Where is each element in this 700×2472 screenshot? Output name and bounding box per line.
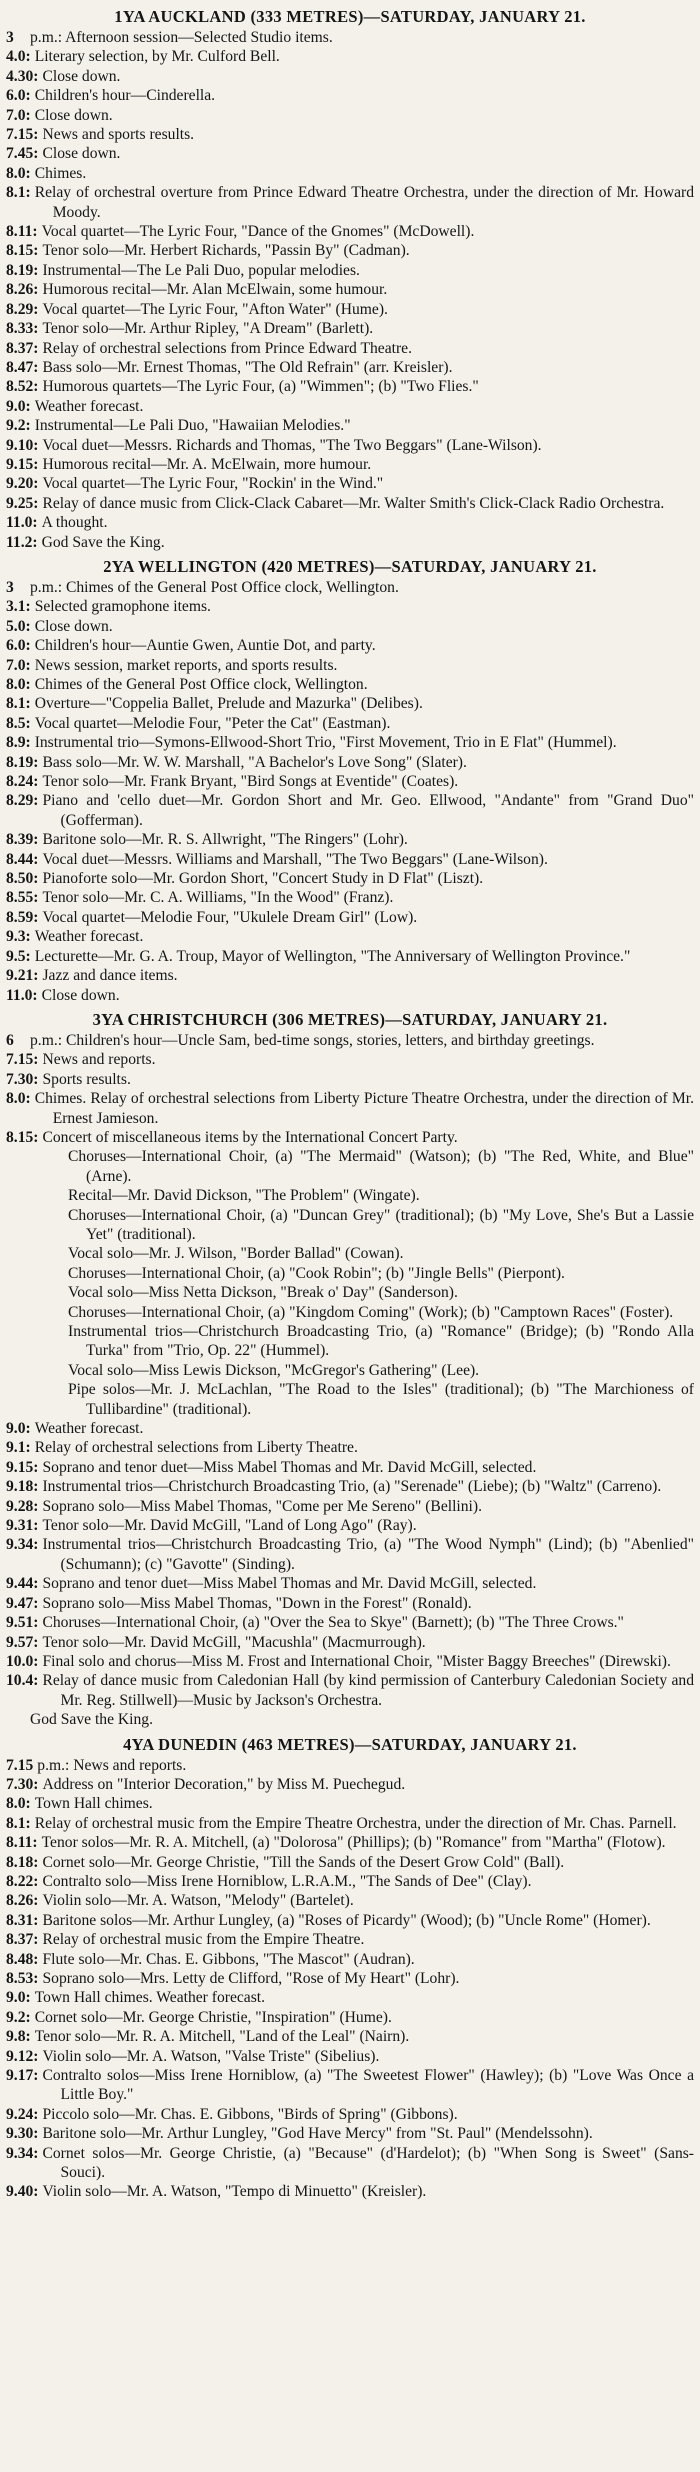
entry-time: 8.29:: [6, 792, 39, 810]
entry-description: Chimes of the General Post Office clock, Wellington.: [34, 676, 368, 693]
entry-time: 8.0:: [6, 164, 31, 182]
entry-time: 8.52:: [6, 378, 39, 396]
program-entry: [6, 183, 694, 222]
entry-description: Instrumental trios—Christchurch Broadcasting Trio, (a) "Romance" (Bridge); (b) "Rondo Alla Turka" from "Trio, Op. 22" (Hummel).: [68, 1323, 694, 1360]
entry-description: Bass solo—Mr. Ernest Thomas, "The Old Refrain" (arr. Kreisler).: [42, 358, 453, 376]
entry-time: 8.19:: [6, 261, 39, 279]
entry-description: Baritone solo—Mr. R. S. Allwright, "The Ringers" (Lohr).: [42, 831, 408, 849]
program-entry: [6, 1458, 694, 1477]
entry-time: 8.31:: [6, 1911, 39, 1929]
entry-time: 6: [6, 1031, 14, 1049]
entry-description: News and sports results.: [42, 126, 195, 144]
entry-description: Recital—Mr. David Dickson, "The Problem" (Wingate).: [68, 1187, 420, 1205]
entry-description: Instrumental—The Le Pali Duo, popular melodies.: [42, 261, 360, 279]
entry-time: 9.2:: [6, 2008, 31, 2026]
program-entry: [6, 1535, 694, 1574]
entry-description: Address on "Interior Decoration," by Miss M. Puechegud.: [42, 1775, 406, 1793]
program-entry: [6, 106, 694, 125]
program-entry: [6, 1574, 694, 1593]
entry-time: 8.55:: [6, 889, 39, 907]
entry-description: News and reports.: [42, 1051, 156, 1069]
station-section: [6, 556, 694, 1005]
entry-time: 7.30:: [6, 1775, 39, 1793]
entry-time: 7.30:: [6, 1070, 39, 1088]
program-entry: [6, 2047, 694, 2066]
entry-time: 8.9:: [6, 734, 31, 752]
entry-description: Selected gramophone items.: [34, 598, 211, 616]
program-entry: [6, 636, 694, 655]
program-entry: [6, 675, 694, 694]
entry-time: 8.50:: [6, 870, 39, 888]
program-entry: [6, 513, 694, 532]
program-entry: [6, 164, 694, 183]
entry-description: Piano and 'cello duet—Mr. Gordon Short and Mr. Geo. Ellwood, "Andante" from "Grand Duo" (Gofferman).: [42, 792, 694, 829]
program-entry: [6, 714, 694, 733]
entry-time: 9.34:: [6, 2144, 39, 2162]
entry-description: Vocal duet—Messrs. Richards and Thomas, "The Two Beggars" (Lane-Wilson).: [42, 436, 542, 454]
program-entry: [6, 1361, 694, 1380]
program-entry: [6, 397, 694, 416]
program-entry: [6, 986, 694, 1005]
entry-time: 8.47:: [6, 358, 39, 376]
program-entry: [6, 319, 694, 338]
entry-description: Tenor solo—Mr. David McGill, "Land of Long Ago" (Ray).: [42, 1517, 417, 1535]
entry-time: 8.48:: [6, 1950, 39, 1968]
program-entry: [6, 1833, 694, 1852]
entry-description: Piccolo solo—Mr. Chas. E. Gibbons, "Birds of Spring" (Gibbons).: [42, 2105, 458, 2123]
entry-time: 8.18:: [6, 1853, 39, 1871]
entry-description: Instrumental trios—Christchurch Broadcasting Trio, (a) "The Wood Nymph" (Lind); (b) "Abenlied" (Schumann); (c) "Gavotte" (Sinding).: [42, 1536, 694, 1573]
entry-time: 3.1:: [6, 598, 31, 616]
program-entry: [6, 1710, 694, 1729]
station-section: [6, 1734, 694, 2202]
program-entry: [6, 86, 694, 105]
entry-description: Close down.: [42, 67, 121, 85]
program-entry: [6, 300, 694, 319]
entry-time: 10.4:: [6, 1672, 39, 1690]
entry-time: 9.20:: [6, 475, 39, 493]
entry-time: 9.17:: [6, 2067, 39, 2085]
program-entry: [6, 2105, 694, 2124]
entry-time: 4.0:: [6, 48, 31, 66]
entry-time: 9.10:: [6, 436, 39, 454]
entry-time: 11.0:: [6, 986, 38, 1004]
entry-description: Relay of orchestral overture from Prince Edward Theatre Orchestra, under the direction of Mr. Howard Moody.: [34, 184, 694, 221]
entry-time: 8.44:: [6, 850, 39, 868]
entry-description: Cornet solo—Mr. George Christie, "Inspiration" (Hume).: [34, 2008, 392, 2026]
entry-description: Cornet solos—Mr. George Christie, (a) "Because" (d'Hardelot); (b) "When Song is Sweet" (Sans-Souci).: [42, 2144, 694, 2182]
entry-description: Choruses—International Choir, (a) "The Mermaid" (Watson); (b) "The Red, White, and Blue" (Arne).: [68, 1148, 694, 1185]
entry-description: Close down.: [34, 617, 113, 635]
entry-description: Baritone solos—Mr. Arthur Lungley, (a) "Roses of Picardy" (Wood); (b) "Uncle Rome" (Homer).: [42, 1911, 651, 1929]
entry-description: Town Hall chimes. Weather forecast.: [34, 1989, 266, 2007]
entry-description: Soprano and tenor duet—Miss Mabel Thomas and Mr. David McGill, selected.: [42, 1575, 537, 1593]
program-entry: [6, 416, 694, 435]
entry-time: 9.3:: [6, 928, 31, 946]
entry-time: 11.0:: [6, 514, 38, 532]
entry-description: Humorous recital—Mr. A. McElwain, more humour.: [42, 455, 372, 473]
entry-time: 8.26:: [6, 281, 39, 299]
program-entry: [6, 241, 694, 260]
entry-description: Relay of dance music from Caledonian Hall (by kind permission of Canterbury Caledonian Society and Mr. Reg. Stillwell)—Music by Jackson's Orchestra.: [42, 1672, 694, 1709]
entry-description: Jazz and dance items.: [42, 967, 178, 985]
entry-description: Choruses—International Choir, (a) "Kingdom Coming" (Work); (b) "Camptown Races" (Foster).: [68, 1303, 674, 1321]
entry-time: 9.51:: [6, 1614, 39, 1632]
entry-description: Final solo and chorus—Miss M. Frost and International Choir, "Mister Baggy Breeches" (Direwski).: [42, 1652, 671, 1670]
program-entry: [6, 2008, 694, 2027]
entry-description: Soprano solo—Mrs. Letty de Clifford, "Rose of My Heart" (Lohr).: [42, 1970, 460, 1987]
program-entry: [6, 1264, 694, 1283]
station-section: [6, 6, 694, 552]
entry-description: Tenor solo—Mr. C. A. Williams, "In the Wood" (Franz).: [42, 889, 394, 907]
entry-description: Relay of orchestral music from the Empire Theatre Orchestra, under the direction of Mr. Chas. Parnell.: [34, 1814, 677, 1832]
entry-description: Lecturette—Mr. G. A. Troup, Mayor of Wellington, "The Anniversary of Wellington Province.": [34, 947, 631, 965]
program-entry: [6, 1070, 694, 1089]
entry-description: Chimes.: [34, 164, 87, 182]
program-listings: [6, 6, 694, 2202]
entry-time: 9.40:: [6, 2183, 39, 2201]
entry-description: p.m.: Chimes of the General Post Office clock, Wellington.: [30, 578, 399, 596]
program-entry: [6, 850, 694, 869]
entry-time: 8.0:: [6, 1795, 31, 1813]
program-entry: [6, 1911, 694, 1930]
station-header: 2YA WELLINGTON (420 METRES)—SATURDAY, JANUARY 21.: [103, 556, 597, 576]
entry-time: 9.15:: [6, 1458, 39, 1476]
program-entry: [6, 1186, 694, 1205]
program-entry: [6, 1613, 694, 1632]
entry-description: Vocal quartet—The Lyric Four, "Afton Water" (Hume).: [42, 300, 388, 318]
entry-description: News session, market reports, and sports results.: [34, 656, 338, 674]
program-entry: [6, 144, 694, 163]
program-entry: [6, 261, 694, 280]
entry-time: 8.1:: [6, 695, 31, 713]
entry-description: A thought.: [41, 514, 108, 532]
entry-time: 7.0:: [6, 656, 31, 674]
entry-time: 9.25:: [6, 494, 39, 512]
entry-description: p.m.: Children's hour—Uncle Sam, bed-time songs, stories, letters, and birthday greetings.: [30, 1031, 595, 1049]
entry-description: Close down.: [41, 986, 120, 1004]
entry-description: Vocal quartet—The Lyric Four, "Dance of the Gnomes" (McDowell).: [41, 223, 475, 241]
entry-description: Relay of orchestral music from the Empire Theatre.: [42, 1931, 365, 1949]
program-entry: [6, 1477, 694, 1496]
entry-description: Tenor solo—Mr. Frank Bryant, "Bird Songs at Eventide" (Coates).: [42, 773, 459, 791]
entry-time: 9.44:: [6, 1575, 39, 1593]
program-entry: [6, 2144, 694, 2183]
entry-time: 9.2:: [6, 417, 31, 435]
program-entry: [6, 908, 694, 927]
entry-time: 9.1:: [6, 1439, 31, 1457]
entry-description: Contralto solos—Miss Irene Horniblow, (a) "The Sweetest Flower" (Hawley); (b) "Love Was Once a Little Boy.": [42, 2067, 694, 2104]
entry-description: God Save the King.: [30, 1711, 153, 1729]
entry-time: 8.33:: [6, 320, 39, 338]
entry-time: 9.47:: [6, 1594, 39, 1612]
entry-description: Concert of miscellaneous items by the International Concert Party.: [42, 1128, 458, 1146]
entry-description: Flute solo—Mr. Chas. E. Gibbons, "The Mascot" (Audran).: [42, 1950, 415, 1968]
program-entry: [6, 656, 694, 675]
entry-time: 7.45:: [6, 145, 39, 163]
program-entry: [6, 772, 694, 791]
entry-time: 9.34:: [6, 1536, 39, 1554]
entry-time: 10.0:: [6, 1652, 39, 1670]
program-entry: [6, 966, 694, 985]
entry-time: 3: [6, 29, 14, 46]
entry-description: Pipe solos—Mr. J. McLachlan, "The Road to the Isles" (traditional); (b) "The Marchioness of Tullibardine" (traditional).: [68, 1381, 694, 1418]
program-entry: [6, 1794, 694, 1813]
program-entry: [6, 1988, 694, 2007]
entry-description: Vocal duet—Messrs. Williams and Marshall, "The Two Beggars" (Lane-Wilson).: [42, 850, 548, 868]
entry-description: Vocal quartet—Melodie Four, "Peter the Cat" (Eastman).: [34, 714, 391, 732]
program-entry: [6, 1872, 694, 1891]
entry-time: 7.15:: [6, 126, 39, 144]
entry-description: Choruses—International Choir, (a) "Over the Sea to Skye" (Barnett); (b) "The Three Crows.": [42, 1614, 624, 1632]
entry-time: 8.29:: [6, 300, 39, 318]
entry-description: Soprano and tenor duet—Miss Mabel Thomas and Mr. David McGill, selected.: [42, 1458, 537, 1476]
entry-description: Choruses—International Choir, (a) "Cook Robin"; (b) "Jingle Bells" (Pierpont).: [68, 1264, 565, 1282]
entry-time: 8.15:: [6, 242, 39, 260]
program-entry: [6, 578, 694, 597]
program-entry: [6, 1930, 694, 1949]
program-entry: [6, 2182, 694, 2201]
program-entry: [6, 1147, 694, 1186]
entry-time: 9.21:: [6, 967, 39, 985]
program-entry: [6, 753, 694, 772]
program-entry: [6, 1380, 694, 1419]
entry-time: 9.5:: [6, 947, 31, 965]
entry-time: 8.0:: [6, 1090, 31, 1108]
entry-time: 9.12:: [6, 2047, 39, 2065]
entry-description: Sports results.: [42, 1070, 131, 1088]
program-entry: [6, 339, 694, 358]
entry-description: Close down.: [42, 145, 121, 163]
program-entry: [6, 1419, 694, 1438]
program-entry: [6, 1128, 694, 1147]
entry-time: 9.30:: [6, 2125, 39, 2143]
entry-description: Chimes. Relay of orchestral selections from Liberty Picture Theatre Orchestra, under the direction of Mr. Ernest Jamieson.: [34, 1090, 694, 1127]
program-entry: [6, 494, 694, 513]
program-entry: [6, 1303, 694, 1322]
entry-time: 6.0:: [6, 87, 31, 105]
program-entry: [6, 1089, 694, 1128]
entry-time: 9.8:: [6, 2028, 31, 2046]
entry-time: 7.15: [6, 1756, 34, 1774]
entry-time: 9.0:: [6, 397, 31, 415]
entry-time: 5.0:: [6, 617, 31, 635]
entry-description: Contralto solo—Miss Irene Horniblow, L.R.A.M., "The Sands of Dee" (Clay).: [42, 1872, 532, 1890]
entry-description: Bass solo—Mr. W. W. Marshall, "A Bachelor's Love Song" (Slater).: [42, 753, 467, 771]
program-entry: [6, 1652, 694, 1671]
program-entry: [6, 1633, 694, 1652]
entry-description: Close down.: [34, 106, 113, 124]
program-entry: [6, 888, 694, 907]
program-entry: [6, 1031, 694, 1050]
entry-description: Humorous quartets—The Lyric Four, (a) "Wimmen"; (b) "Two Flies.": [42, 378, 479, 396]
entry-description: Vocal quartet—Melodie Four, "Ukulele Dream Girl" (Low).: [42, 908, 418, 926]
entry-description: Relay of dance music from Click-Clack Cabaret—Mr. Walter Smith's Click-Clack Radio Orchestra.: [42, 494, 665, 512]
entry-time: 8.0:: [6, 676, 31, 693]
entry-description: Violin solo—Mr. A. Watson, "Valse Triste" (Sibelius).: [42, 2047, 380, 2065]
entry-description: Weather forecast.: [34, 928, 144, 946]
station-header: 3YA CHRISTCHURCH (306 METRES)—SATURDAY, JANUARY 21.: [92, 1009, 608, 1029]
entry-description: Soprano solo—Miss Mabel Thomas, "Come per Me Sereno" (Bellini).: [42, 1497, 482, 1515]
entry-time: 8.1:: [6, 1814, 31, 1832]
entry-description: God Save the King.: [41, 533, 165, 551]
program-entry: [6, 280, 694, 299]
entry-time: 8.11:: [6, 223, 38, 241]
entry-description: Vocal solo—Miss Netta Dickson, "Break o' Day" (Sanderson).: [68, 1284, 458, 1302]
program-entry: [6, 1950, 694, 1969]
entry-time: 9.0:: [6, 1989, 31, 2007]
entry-time: 8.19:: [6, 753, 39, 771]
program-entry: [6, 533, 694, 552]
entry-time: 8.59:: [6, 908, 39, 926]
program-entry: [6, 222, 694, 241]
program-entry: [6, 927, 694, 946]
entry-time: 8.1:: [6, 184, 31, 202]
entry-time: 9.57:: [6, 1633, 39, 1651]
entry-time: 8.22:: [6, 1872, 39, 1890]
program-entry: [6, 1756, 694, 1775]
entry-time: 6.0:: [6, 637, 31, 655]
entry-description: Literary selection, by Mr. Culford Bell.: [34, 48, 280, 66]
entry-description: Tenor solo—Mr. David McGill, "Macushla" (Macmurrough).: [42, 1633, 426, 1651]
entry-description: Pianoforte solo—Mr. Gordon Short, "Concert Study in D Flat" (Liszt).: [42, 870, 484, 888]
entry-time: 8.37:: [6, 1931, 39, 1949]
program-entry: [6, 1244, 694, 1263]
program-entry: [6, 377, 694, 396]
entry-time: 9.31:: [6, 1517, 39, 1535]
program-entry: [6, 455, 694, 474]
entry-description: Instrumental trios—Christchurch Broadcasting Trio, (a) "Serenade" (Liebe); (b) "Waltz" (Carreno).: [42, 1478, 662, 1496]
program-entry: [6, 947, 694, 966]
program-entry: [6, 597, 694, 616]
program-entry: [6, 617, 694, 636]
program-entry: [6, 1814, 694, 1833]
program-entry: [6, 1050, 694, 1069]
entry-description: Town Hall chimes.: [34, 1795, 153, 1813]
entry-time: 8.24:: [6, 773, 39, 791]
program-entry: [6, 2124, 694, 2143]
program-entry: [6, 1516, 694, 1535]
entry-time: 8.53:: [6, 1970, 39, 1987]
entry-description: Overture—"Coppelia Ballet, Prelude and Mazurka" (Delibes).: [34, 695, 423, 713]
program-entry: [6, 1969, 694, 1988]
program-entry: [6, 694, 694, 713]
entry-description: p.m.: Afternoon session—Selected Studio items.: [30, 29, 333, 46]
entry-time: 8.37:: [6, 339, 39, 357]
entry-description: Children's hour—Auntie Gwen, Auntie Dot, and party.: [34, 637, 376, 655]
entry-description: Vocal solo—Miss Lewis Dickson, "McGregor's Gathering" (Lee).: [68, 1361, 480, 1379]
entry-description: Relay of orchestral selections from Liberty Theatre.: [34, 1439, 358, 1457]
program-entry: [6, 474, 694, 493]
entry-description: Choruses—International Choir, (a) "Duncan Grey" (traditional); (b) "My Love, She's But a Lassie Yet" (traditional).: [68, 1206, 694, 1243]
program-entry: [6, 67, 694, 86]
station-header: 1YA AUCKLAND (333 METRES)—SATURDAY, JANUARY 21.: [114, 7, 586, 26]
entry-description: Tenor solos—Mr. R. A. Mitchell, (a) "Dolorosa" (Phillips); (b) "Romance" from "Martha" (Flotow).: [41, 1834, 666, 1852]
entry-description: Weather forecast.: [34, 1420, 144, 1438]
entry-time: 8.11:: [6, 1834, 38, 1852]
program-entry: [6, 47, 694, 66]
entry-time: 8.26:: [6, 1892, 39, 1910]
entry-time: 8.15:: [6, 1128, 39, 1146]
entry-description: Cornet solo—Mr. George Christie, "Till the Sands of the Desert Grow Cold" (Ball).: [42, 1853, 565, 1871]
entry-time: 8.5:: [6, 714, 31, 732]
program-entry: [6, 1438, 694, 1457]
program-entry: [6, 1671, 694, 1710]
station-header: 4YA DUNEDIN (463 METRES)—SATURDAY, JANUARY 21.: [123, 1734, 577, 1754]
entry-description: Tenor solo—Mr. Herbert Richards, "Passin By" (Cadman).: [42, 242, 410, 260]
entry-description: Vocal solo—Mr. J. Wilson, "Border Ballad" (Cowan).: [68, 1245, 404, 1263]
station-section: [6, 1009, 694, 1730]
entry-description: Instrumental trio—Symons-Ellwood-Short Trio, "First Movement, Trio in E Flat" (Hummel).: [34, 734, 617, 752]
entry-time: 7.15:: [6, 1051, 39, 1069]
entry-time: 7.0:: [6, 106, 31, 124]
entry-time: 9.0:: [6, 1420, 31, 1438]
program-entry: [6, 1497, 694, 1516]
entry-time: 3: [6, 578, 14, 596]
entry-description: Tenor solo—Mr. Arthur Ripley, "A Dream" (Barlett).: [42, 320, 374, 338]
program-entry: [6, 1594, 694, 1613]
program-entry: [6, 1206, 694, 1245]
entry-description: Weather forecast.: [34, 397, 144, 415]
program-entry: [6, 1283, 694, 1302]
entry-description: Tenor solo—Mr. R. A. Mitchell, "Land of the Leal" (Nairn).: [34, 2028, 410, 2046]
entry-time: 8.39:: [6, 831, 39, 849]
entry-description: Instrumental—Le Pali Duo, "Hawaiian Melodies.": [34, 417, 351, 435]
entry-description: Relay of orchestral selections from Prince Edward Theatre.: [42, 339, 412, 357]
program-entry: [6, 436, 694, 455]
program-entry: [6, 1853, 694, 1872]
program-entry: [6, 2066, 694, 2105]
program-entry: [6, 791, 694, 830]
entry-time: 9.24:: [6, 2105, 39, 2123]
entry-description: Baritone solo—Mr. Arthur Lungley, "God Have Mercy" from "St. Paul" (Mendelssohn).: [42, 2125, 593, 2143]
program-entry: [6, 869, 694, 888]
entry-description: Humorous recital—Mr. Alan McElwain, some humour.: [42, 281, 388, 299]
program-entry: [6, 1775, 694, 1794]
program-entry: [6, 358, 694, 377]
entry-description: Violin solo—Mr. A. Watson, "Tempo di Minuetto" (Kreisler).: [42, 2183, 427, 2201]
program-entry: [6, 830, 694, 849]
entry-description: Violin solo—Mr. A. Watson, "Melody" (Bartelet).: [42, 1892, 354, 1910]
entry-description: Soprano solo—Miss Mabel Thomas, "Down in the Forest" (Ronald).: [42, 1594, 472, 1612]
entry-time: 9.18:: [6, 1478, 39, 1496]
entry-time: 9.28:: [6, 1497, 39, 1515]
program-entry: [6, 1322, 694, 1361]
entry-description: Children's hour—Cinderella.: [34, 87, 216, 105]
entry-time: 4.30:: [6, 67, 39, 85]
program-entry: [6, 2027, 694, 2046]
entry-time: 11.2:: [6, 533, 38, 551]
entry-description: Vocal quartet—The Lyric Four, "Rockin' in the Wind.": [42, 475, 384, 493]
program-entry: [6, 28, 694, 47]
program-entry: [6, 733, 694, 752]
program-entry: [6, 1891, 694, 1910]
program-entry: [6, 125, 694, 144]
entry-description: p.m.: News and reports.: [37, 1756, 187, 1774]
entry-time: 9.15:: [6, 455, 39, 473]
